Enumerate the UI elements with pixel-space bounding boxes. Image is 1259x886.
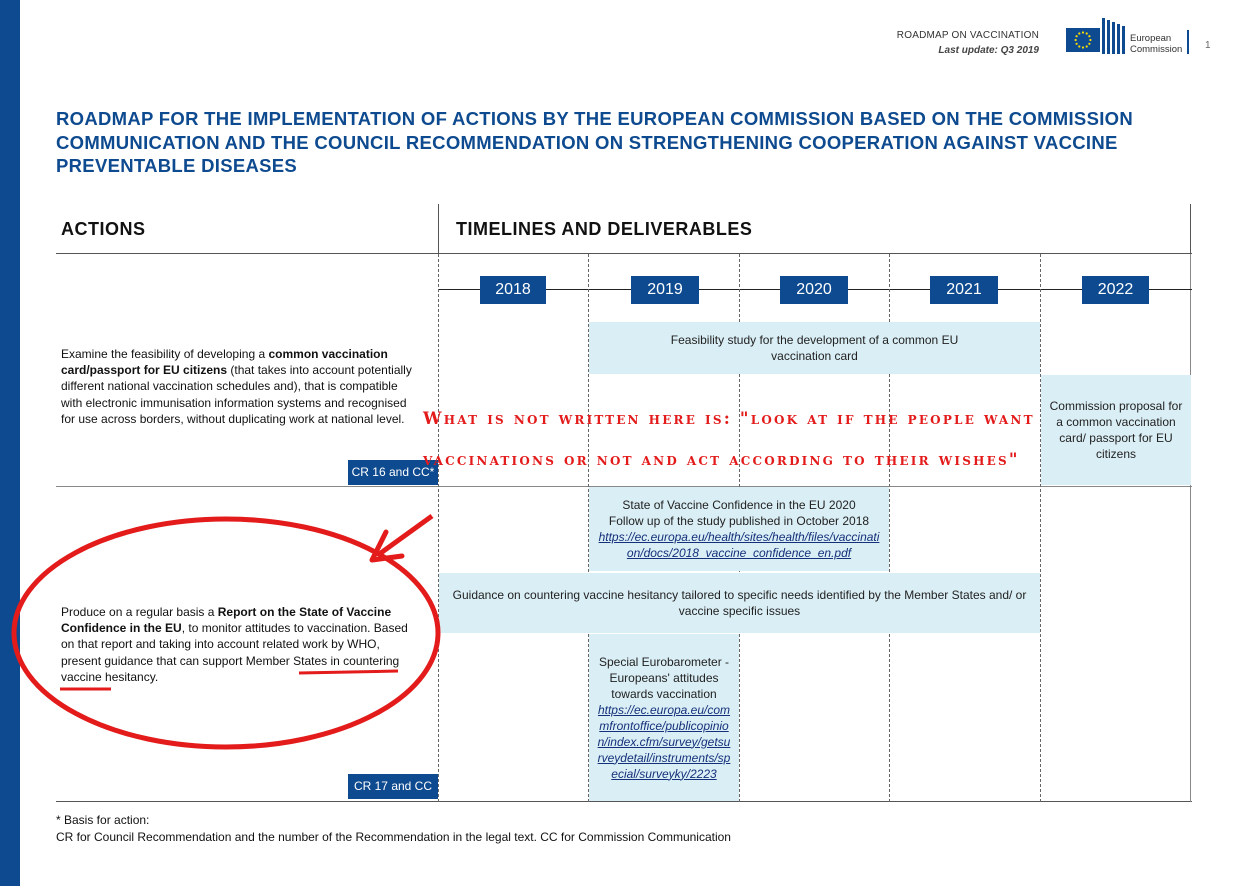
action-2-underlined-phrase: countering vaccine hesitancy: [61, 653, 400, 684]
page-number: 1: [1205, 40, 1211, 51]
header-title: ROADMAP ON VACCINATION: [896, 30, 1039, 41]
timelines-column-heading: TIMELINES AND DELIVERABLES: [456, 219, 753, 239]
year-label-2020: 2020: [780, 276, 848, 304]
action-1-text-cont: (that takes into account potentially different national vaccination schedules and), that is compatible with electronic immunisation information systems and recognised for use across borders, without duplicating work at national level.: [61, 363, 412, 426]
report-link[interactable]: https://ec.europa.eu/health/sites/health/files/vaccination/docs/2018_vaccine_confidence_en.pdf: [598, 530, 880, 560]
red-handwritten-annotation: What is not written here is: "look at if the people want vaccinations or not and act according to their wishes": [423, 409, 1035, 469]
action-2-text-cont: , to monitor attitudes to vaccination. Based on that report and taking into account related work by WHO, present guidance that can support Member States in: [61, 621, 408, 668]
year-label-2022: 2022: [1082, 276, 1149, 304]
red-underline-1: [299, 671, 398, 673]
action-2-text-end: .: [154, 669, 159, 684]
guidance-text: Guidance on countering vaccine hesitancy tailored to specific needs identified by the Member States and/ or vaccine specific issues: [452, 588, 1027, 618]
action-1-text: Examine the feasibility of developing a: [61, 347, 269, 361]
action-1-legal-basis-badge: CR 16 and CC*: [348, 460, 438, 485]
deliverable-feasibility-text: Feasibility study for the development of a common EU vaccination card: [670, 333, 959, 363]
report-title: State of Vaccine Confidence in the EU 2020: [622, 498, 856, 512]
eurobarometer-link[interactable]: https://ec.europa.eu/commfrontoffice/publicopinion/index.cfm/survey/getsurveydetail/instruments/special/surveyky/2223: [597, 702, 731, 781]
footnote-text: CR for Council Recommendation and the number of the Recommendation in the legal text. CC for Commission Communication: [56, 829, 731, 844]
action-2-text: Produce on a regular basis a: [61, 605, 218, 619]
action-2-legal-basis-badge: CR 17 and CC: [348, 774, 438, 799]
footnote-heading: * Basis for action:: [56, 813, 150, 827]
action-1-highlight: common vaccination card/passport for EU citizens: [61, 347, 388, 378]
actions-column-heading: ACTIONS: [61, 219, 146, 239]
page-title: ROADMAP FOR THE IMPLEMENTATION OF ACTIONS BY THE EUROPEAN COMMISSION BASED ON THE COMMISSION COMMUNICATION AND THE COUNCIL RECOMMENDATION ON STRENGTHENING COOPERATION AGAINST VACCINE PREVENTABLE DISEASES: [56, 108, 1133, 176]
year-label-2019: 2019: [631, 276, 699, 304]
year-label-2021: 2021: [930, 276, 998, 304]
report-subtitle: Follow up of the study published in October 2018: [608, 514, 870, 528]
action-2-highlight: Report on the State of Vaccine Confidence in the EU: [61, 605, 392, 636]
deliverable-proposal-text: Commission proposal for a common vaccination card/ passport for EU citizens: [1049, 399, 1183, 461]
header-last-update: Last update: Q3 2019: [938, 45, 1039, 56]
eurobarometer-text: Special Eurobarometer - Europeans' attitudes towards vaccination: [598, 654, 730, 701]
year-label-2018: 2018: [480, 276, 546, 304]
logo-text-european: European: [1130, 33, 1172, 44]
logo-text-commission: Commission: [1130, 44, 1183, 55]
